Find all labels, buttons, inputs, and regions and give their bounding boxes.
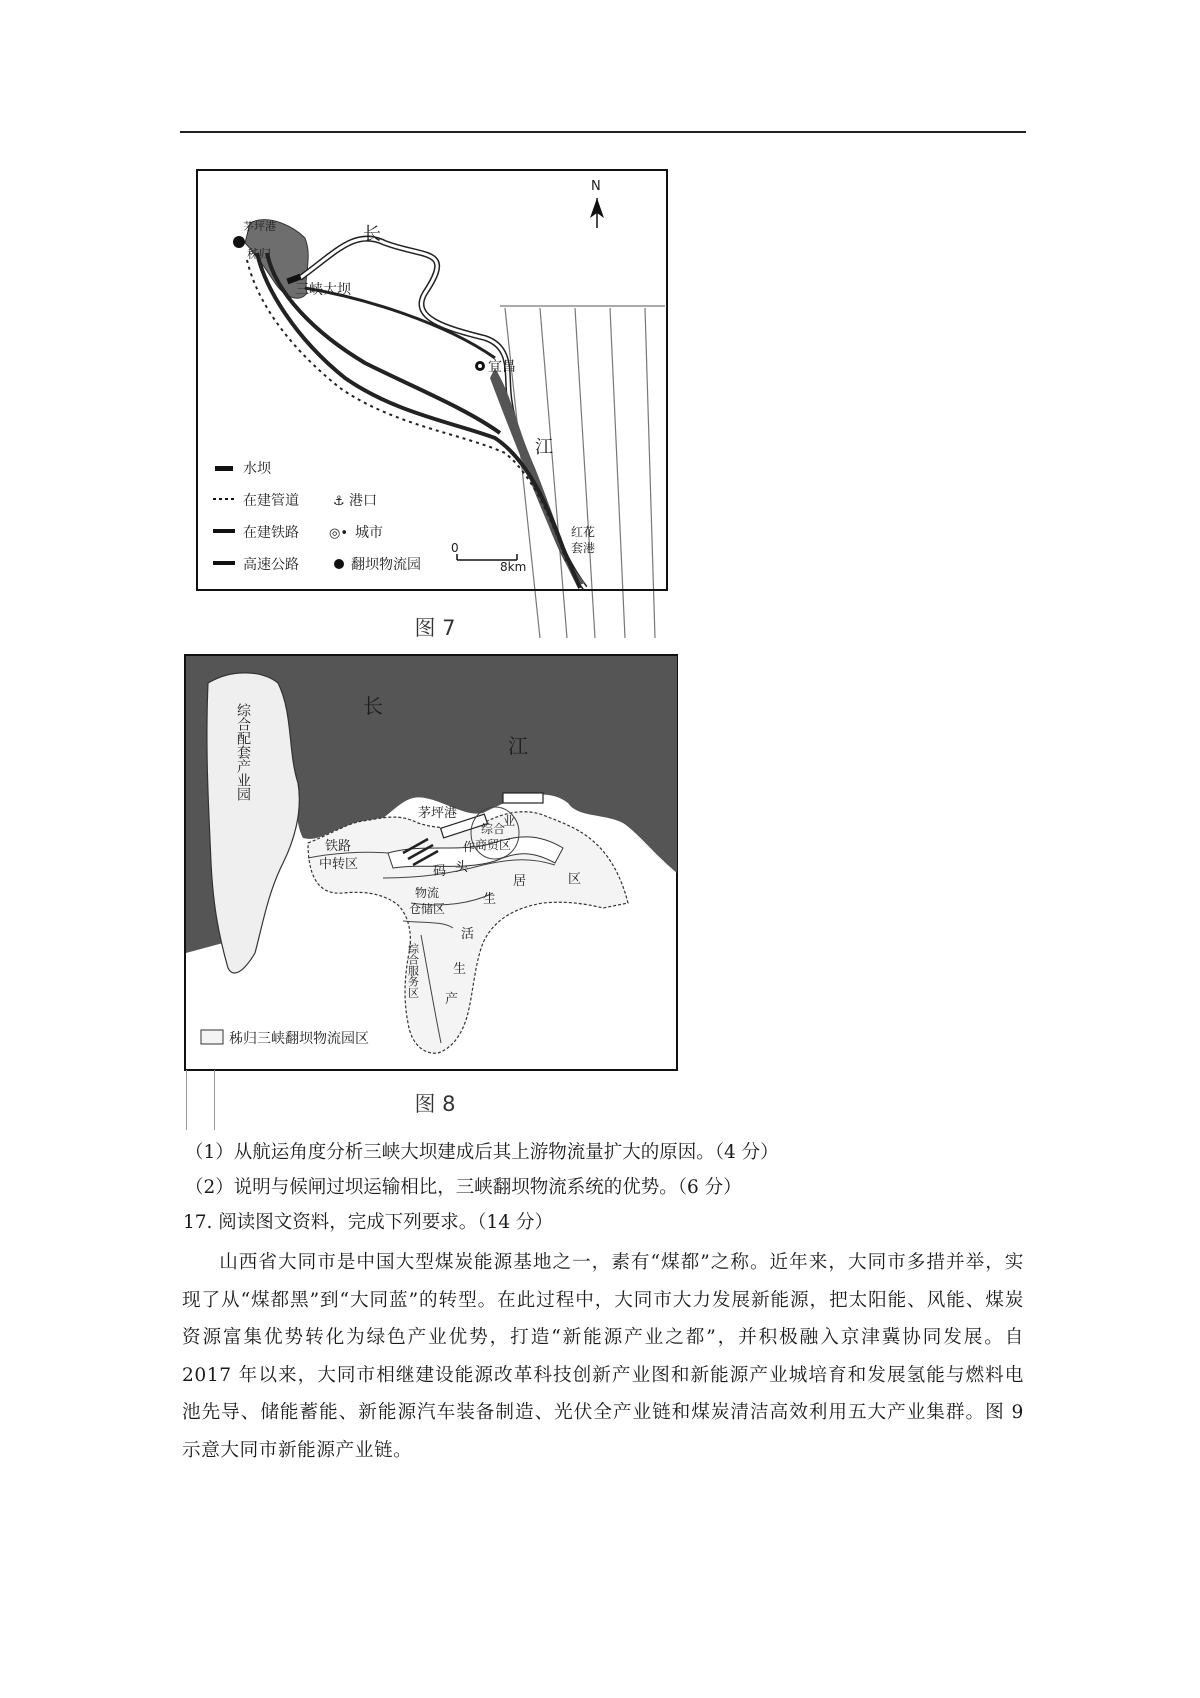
- figure-7-map: [195, 168, 675, 648]
- honghua-label: 红花: [571, 525, 596, 539]
- legend-logistics-park-icon: [334, 559, 344, 569]
- wharf-label-1: 码: [433, 864, 447, 879]
- river-char-chang: 长: [363, 224, 381, 245]
- north-arrow-icon: [590, 198, 604, 228]
- rail-zone-label-2: 中转区: [319, 857, 359, 872]
- service-zone-label: 综合服务区: [406, 943, 420, 998]
- legend-highway: 高速公路: [243, 557, 299, 573]
- question-17: 17. 阅读图文资料，完成下列要求。（14 分）: [183, 1212, 553, 1233]
- river-char-jiang: 江: [535, 437, 553, 458]
- legend-pipeline: 在建管道: [243, 493, 299, 509]
- residential-label-3: 生: [483, 892, 497, 907]
- trade-zone-label-1: 综合: [481, 822, 506, 836]
- residential-label-5: 生: [453, 962, 467, 977]
- figure-7-caption: 图 7: [414, 616, 456, 640]
- legend-port-anchor-icon: ⚓: [333, 494, 345, 509]
- figure-8-caption: 图 8: [414, 1092, 456, 1116]
- scale-bar: [451, 541, 526, 574]
- wharf-label-2: 头: [455, 860, 469, 875]
- logistics-label-2: 仓储区: [409, 902, 446, 916]
- legend-city: 城市: [355, 525, 383, 541]
- scan-artifact: [186, 1070, 187, 1130]
- trade-zone-label-2: 商贸区: [475, 838, 512, 852]
- material-paragraph: 山西省大同市是中国大型煤炭能源基地之一，素有“煤都”之称。近年来，大同市多措并举，实现了从“煤都黑”到“大同蓝”的转型。在此过程中，大同市大力发展新能源，把太阳能、风能、煤炭资源富集优势转化为绿色产业优势，打造“新能源产业之都”，并积极融入京津冀协同发展。自 2017 年以来，大同市相继建设能源改革科技创新产业图和新能源产业城培育和发展氢能与燃料电池先导、储能蓄能、新能源汽车装备制造、光伏全产业链和煤炭清洁高效利用五大产业集群。图 9 示意大同市新能源产业链。: [182, 1252, 1024, 1461]
- scale-distance: 8km: [500, 560, 527, 574]
- scale-zero: 0: [451, 541, 459, 555]
- work-label-2: 业: [503, 814, 516, 828]
- fig8-river-char-chang: 长: [363, 694, 383, 718]
- logistics-park-icon: [233, 236, 245, 248]
- north-label: N: [591, 179, 601, 194]
- residential-label-1: 居: [513, 874, 527, 889]
- honghua-port-label: 套港: [571, 541, 596, 555]
- question-1: （1）从航运角度分析三峡大坝建成后其上游物流量扩大的原因。（4 分）: [185, 1142, 779, 1163]
- yichang-label: 宜昌: [488, 359, 516, 375]
- logistics-label-1: 物流: [415, 886, 440, 900]
- header-rule: [180, 131, 1026, 133]
- legend-city-icon: ◎•: [329, 526, 349, 541]
- figure-8-map: [183, 653, 683, 1073]
- fig8-river-char-jiang: 江: [508, 734, 528, 758]
- residential-label-4: 活: [461, 927, 475, 942]
- legend-dam-symbol: [215, 466, 233, 471]
- peitao-zone-label: 综合配套产业园: [235, 703, 251, 801]
- zigui-label: 秭归: [247, 247, 272, 261]
- legend-dam: 水坝: [243, 461, 271, 477]
- figure-7-legend: [213, 460, 421, 573]
- rail-zone-label-1: 铁路: [325, 839, 352, 854]
- fig8-legend-label: 秭归三峡翻坝物流园区: [229, 1031, 369, 1047]
- dam-label: 三峡大坝: [295, 282, 351, 298]
- residential-label-2: 区: [568, 872, 582, 887]
- scan-artifact-2: [214, 1070, 215, 1130]
- fig8-legend-symbol: [201, 1030, 223, 1044]
- residential-label-6: 产: [445, 992, 459, 1007]
- legend-logistics-park: 翻坝物流园: [351, 557, 421, 573]
- legend-railway: 在建铁路: [243, 525, 299, 541]
- port-top-label: 茅坪港: [243, 220, 276, 233]
- work-label-1: 作: [463, 840, 476, 854]
- port-zone-label: 茅坪港: [418, 806, 458, 821]
- legend-port: 港口: [349, 493, 377, 509]
- question-2: （2）说明与候闸过坝运输相比，三峡翻坝物流系统的优势。（6 分）: [185, 1177, 742, 1198]
